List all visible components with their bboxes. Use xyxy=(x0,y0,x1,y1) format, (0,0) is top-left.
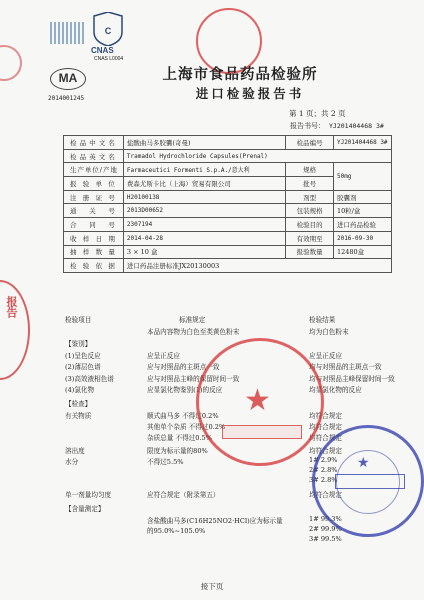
result-standard: 应与对照品主峰的保留时间一致 xyxy=(147,375,240,383)
blue-seal-band xyxy=(335,474,405,489)
result-standard: 顺式曲马多 不得过0.2% xyxy=(147,412,219,420)
row-value-2: 2016-09-30 xyxy=(333,231,391,245)
cma-number: 2014001245 xyxy=(48,95,85,102)
cma-logo-icon: MA xyxy=(50,68,86,90)
result-item: 【含量测定】 xyxy=(65,505,105,513)
col-item-header: 检验项目 xyxy=(65,316,92,324)
institute-title: 上海市食品药品检验所 xyxy=(162,66,318,83)
result-item: (4)氯化物 xyxy=(65,386,95,394)
result-value: 2# 2.8% xyxy=(309,466,338,474)
sample-info-table xyxy=(63,135,392,273)
cnas-label: CNAS xyxy=(91,46,114,55)
row-value-2: YJ201404468 3# xyxy=(333,136,391,150)
result-standard: 应显氯化物鉴别(1)的反应 xyxy=(147,386,223,394)
report-number-value: YJ201404468 3# xyxy=(329,122,384,130)
result-item: 单一剂量均匀度 xyxy=(65,491,112,499)
result-value: 2# 99.9% xyxy=(309,525,342,533)
result-standard: 应与对照品的主斑点一致 xyxy=(147,363,220,371)
result-standard: 应呈正反应 xyxy=(147,352,180,360)
row-label: 检品中文名 xyxy=(64,136,124,150)
row-label-2: 包装规格 xyxy=(286,204,334,218)
result-value: 应呈正反应 xyxy=(309,352,342,360)
row-label: 生产单位/产地 xyxy=(64,163,124,177)
result-standard: 限度为标示量的80% xyxy=(147,447,208,455)
row-label-2: 检品编号 xyxy=(286,136,334,150)
table-row xyxy=(64,245,392,259)
result-standard: 的95.0%~105.0% xyxy=(147,527,206,535)
table-row xyxy=(64,136,392,150)
result-item: (3)高效液相色谱 xyxy=(65,375,114,383)
row-value-2: 12480盒 xyxy=(333,245,391,259)
table-row xyxy=(64,163,392,177)
table-row xyxy=(64,149,392,163)
row-label: 抽样数量 xyxy=(64,245,124,259)
row-label: 注册证号 xyxy=(64,190,124,204)
row-label: 收样日期 xyxy=(64,231,124,245)
cnas-logo-icon xyxy=(90,12,126,46)
result-value: 3# 2.8% xyxy=(309,476,338,484)
row-value: 费森尤斯卡比（上海）贸易有限公司 xyxy=(123,177,285,191)
result-value: 均符合规定 xyxy=(309,491,342,499)
row-value-2: 进口药品检验 xyxy=(333,218,391,232)
row-label: 检品英文名 xyxy=(64,149,124,163)
result-item: (1)呈色反应 xyxy=(65,352,101,360)
row-label: 检验依据 xyxy=(64,259,124,273)
star-icon: ★ xyxy=(357,455,370,471)
row-label: 报验单位 xyxy=(64,177,124,191)
row-value: 进口药品注册标准JX20130003 xyxy=(123,259,391,273)
continued-footer: 接下页 xyxy=(200,582,224,591)
spec-value: 50mg xyxy=(333,163,391,190)
row-label: 合同号 xyxy=(64,218,124,232)
result-item: 【鉴别】 xyxy=(65,340,92,348)
row-value: 2014-04-28 xyxy=(123,231,285,245)
svg-text:C: C xyxy=(104,26,112,36)
result-item: 【检查】 xyxy=(65,400,92,408)
result-standard: 不得过5.5% xyxy=(147,458,184,466)
result-row xyxy=(63,535,392,545)
result-value: 3# 99.5% xyxy=(309,535,342,543)
row-value: 2013D00652 xyxy=(123,204,285,218)
side-red-stamp xyxy=(0,280,30,380)
row-value-2: 胶囊剂 xyxy=(333,190,391,204)
table-row xyxy=(64,204,392,218)
row-label-2: 检验目的 xyxy=(286,218,334,232)
result-value: 均为白色粉末 xyxy=(309,328,349,336)
report-subtitle: 进口检验报告书 xyxy=(195,86,305,101)
row-value: 盐酸曲马多胶囊(奇曼) xyxy=(123,136,285,150)
col-result-header: 检验结果 xyxy=(309,316,336,324)
result-standard: 应符合规定（附录第五） xyxy=(147,491,220,499)
row-value: 3 × 10 盒 xyxy=(123,245,285,259)
cnas-number: CNAS L0004 xyxy=(94,56,124,62)
result-value: 1# 2.9% xyxy=(309,456,338,464)
row-value-2: 10粒/盒 xyxy=(333,204,391,218)
result-value: 均符合规定 xyxy=(309,434,342,442)
row-value: Farmaceutici Formenti S.p.A./意大利 xyxy=(123,163,285,177)
report-number-label: 报告书号： xyxy=(290,122,325,130)
red-seal-band xyxy=(222,425,302,439)
report-number-line xyxy=(290,121,384,131)
col-standard-header: 标准规定 xyxy=(179,316,206,324)
row-label: 通关号 xyxy=(64,204,124,218)
result-value: 均显氯化物的反应 xyxy=(309,386,362,394)
table-row xyxy=(64,259,392,273)
result-standard: 本品内容物为白色至类黄色粉末 xyxy=(147,328,240,336)
page-indicator: 第 1 页；共 2 页 xyxy=(289,109,346,118)
spec-label: 规格 xyxy=(286,163,334,177)
result-item: 水分 xyxy=(65,458,79,466)
result-standard: 其他单个杂质 不得过0.2% xyxy=(147,423,226,431)
result-value: 均符合规定 xyxy=(309,423,342,431)
row-value: H20100138 xyxy=(123,190,285,204)
result-value: 1# 99.3% xyxy=(309,515,342,523)
row-label-2: 有效期至 xyxy=(286,231,334,245)
row-label-2: 批号 xyxy=(286,177,334,191)
side-stamp-text: 报告 xyxy=(5,296,18,318)
result-item: (2)薄层色谱 xyxy=(65,363,101,371)
result-row xyxy=(63,326,392,336)
row-value: 2307194 xyxy=(123,218,285,232)
ilac-logo xyxy=(50,22,84,44)
result-value: 均与对照品主峰保留时间一致 xyxy=(309,375,395,383)
result-value: 均符合规定 xyxy=(309,412,342,420)
result-value: 均与对照品的主斑点一致 xyxy=(309,363,382,371)
result-item: 溶出度 xyxy=(65,447,85,455)
star-icon: ★ xyxy=(244,383,271,418)
row-label-2: 剂型 xyxy=(286,190,334,204)
results-header xyxy=(63,314,392,323)
table-row xyxy=(64,190,392,204)
table-row xyxy=(64,231,392,245)
result-item: 有关物质 xyxy=(65,412,92,420)
result-standard: 含盐酸曲马多(C16H25NO2·HCl)应为标示量 xyxy=(147,517,283,525)
table-row xyxy=(64,218,392,232)
row-label-2: 报验数量 xyxy=(286,245,334,259)
row-value: Tramadol Hydrochloride Capsules(Prenal) xyxy=(123,149,391,163)
result-standard: 杂质总量 不得过0.5% xyxy=(147,434,213,442)
result-value: 均符合规定 xyxy=(309,447,342,455)
corner-red-stamp xyxy=(0,45,22,81)
